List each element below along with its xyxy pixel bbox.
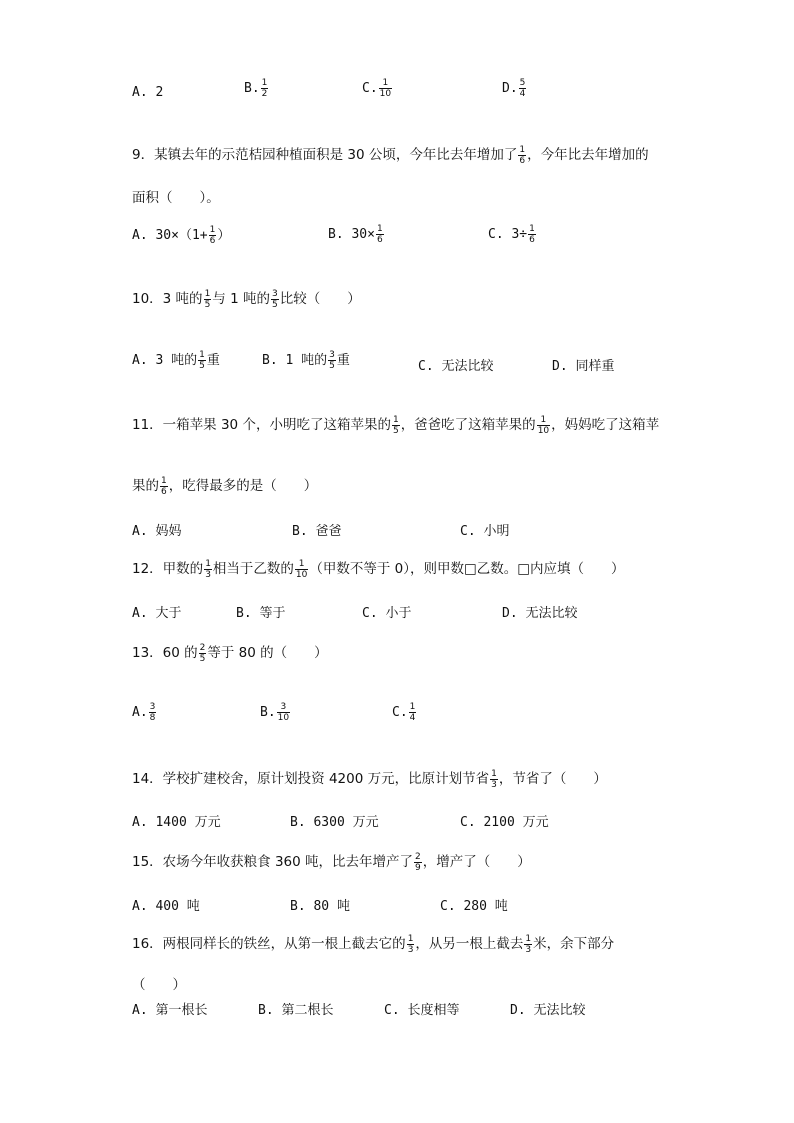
fraction: $\frac{1}{10}$: [295, 558, 308, 580]
q13-option-a: A. $\frac{3}{8}$: [132, 702, 156, 723]
q10-option-c: C. 无法比较: [418, 359, 494, 374]
q12-stem: 12．甲数的 $\frac{1}{3}$ 相当于乙数的 $\frac{1}{10}$ （甲数不等于 0），则甲数□乙数。□内应填（ ）: [132, 558, 625, 580]
fraction: $\frac{3}{8}$: [149, 702, 156, 723]
q9-option-a: A. 30×（1+ $\frac{1}{6}$ ）: [132, 225, 231, 246]
fraction: $\frac{1}{2}$: [261, 78, 268, 99]
q13-option-b: B. $\frac{3}{10}$: [260, 702, 290, 723]
q12-option-c: C. 小于: [362, 606, 412, 621]
fraction: $\frac{1}{5}$: [199, 350, 205, 371]
fraction: $\frac{1}{3}$: [205, 558, 211, 580]
fraction: $\frac{1}{5}$: [392, 414, 399, 436]
fraction: $\frac{1}{6}$: [161, 475, 167, 497]
fraction: $\frac{1}{10}$: [379, 78, 392, 99]
fraction: $\frac{1}{5}$: [204, 288, 211, 310]
q14-option-a: A. 1400 万元: [132, 815, 221, 830]
q8-option-a: A. 2: [132, 85, 164, 100]
q11-option-a: A. 妈妈: [132, 524, 182, 539]
fraction: $\frac{1}{6}$: [376, 224, 383, 245]
fraction: $\frac{1}{6}$: [529, 224, 535, 245]
q12-option-b: B. 等于: [236, 606, 286, 621]
q15-option-b: B. 80 吨: [290, 899, 350, 914]
fraction: $\frac{1}{3}$: [491, 768, 497, 790]
q11-stem-line1: 11．一箱苹果 30 个，小明吃了这箱苹果的 $\frac{1}{5}$ ，爸爸吃了这箱苹果的 $\frac{1}{10}$ ，妈妈吃了这箱苹: [132, 414, 660, 436]
q12-option-d: D. 无法比较: [502, 606, 578, 621]
q16-option-a: A. 第一根长: [132, 1003, 208, 1018]
q14-stem: 14．学校扩建校舍，原计划投资 4200 万元，比原计划节省 $\frac{1}{3}$ ，节省了（ ）: [132, 768, 607, 790]
q10-option-b: B. 1 吨的 $\frac{3}{5}$ 重: [262, 350, 350, 371]
q10-stem: 10．3 吨的 $\frac{1}{5}$ 与 1 吨的 $\frac{3}{5}$ 比较（ ）: [132, 288, 361, 310]
q12-option-a: A. 大于: [132, 606, 182, 621]
fraction: $\frac{3}{5}$: [329, 350, 335, 371]
q15-stem: 15．农场今年收获粮食 360 吨，比去年增产了 $\frac{2}{9}$ ，增产了（ ）: [132, 851, 531, 873]
q10-option-a: A. 3 吨的 $\frac{1}{5}$ 重: [132, 350, 220, 371]
q8-option-d: D. $\frac{5}{4}$: [502, 78, 526, 99]
q16-stem-line2: （ ）: [132, 977, 186, 993]
fraction: $\frac{1}{3}$: [407, 933, 414, 955]
fraction: $\frac{2}{5}$: [199, 642, 206, 664]
q8-option-c: C. $\frac{1}{10}$: [362, 78, 392, 99]
fraction: $\frac{3}{10}$: [277, 702, 290, 723]
q9-option-b: B. 30× $\frac{1}{6}$: [328, 224, 383, 245]
q8-option-b: B. $\frac{1}{2}$: [244, 78, 268, 99]
q15-option-a: A. 400 吨: [132, 899, 200, 914]
q11-option-b: B. 爸爸: [292, 524, 342, 539]
fraction: $\frac{1}{4}$: [409, 702, 416, 723]
q16-option-d: D. 无法比较: [510, 1003, 586, 1018]
q16-stem-line1: 16．两根同样长的铁丝，从第一根上截去它的 $\frac{1}{3}$ ，从另一根上截去 $\frac{1}{3}$ 米，余下部分: [132, 933, 615, 955]
fraction: $\frac{1}{10}$: [537, 414, 550, 436]
q14-option-b: B. 6300 万元: [290, 815, 379, 830]
q9-stem-line1: 9．某镇去年的示范桔园种植面积是 30 公顷，今年比去年增加了 $\frac{1}{6}$ ，今年比去年增加的: [132, 144, 649, 166]
q9-stem-line2: 面积（ ）。: [132, 190, 220, 206]
fraction: $\frac{3}{5}$: [271, 288, 278, 310]
fraction: $\frac{5}{4}$: [519, 78, 526, 99]
q11-stem-line2: 果的 $\frac{1}{6}$ ，吃得最多的是（ ）: [132, 475, 318, 497]
q9-option-c: C. 3÷ $\frac{1}{6}$: [488, 224, 535, 245]
q15-option-c: C. 280 吨: [440, 899, 508, 914]
q16-option-c: C. 长度相等: [384, 1003, 460, 1018]
fraction: $\frac{1}{6}$: [209, 225, 216, 246]
fraction: $\frac{2}{9}$: [415, 851, 421, 873]
q13-stem: 13．60 的 $\frac{2}{5}$ 等于 80 的（ ）: [132, 642, 328, 664]
q14-option-c: C. 2100 万元: [460, 815, 549, 830]
q16-option-b: B. 第二根长: [258, 1003, 334, 1018]
fraction: $\frac{1}{6}$: [519, 144, 526, 166]
q10-option-d: D. 同样重: [552, 359, 615, 374]
q11-option-c: C. 小明: [460, 524, 510, 539]
q13-option-c: C. $\frac{1}{4}$: [392, 702, 416, 723]
fraction: $\frac{1}{3}$: [525, 933, 532, 955]
